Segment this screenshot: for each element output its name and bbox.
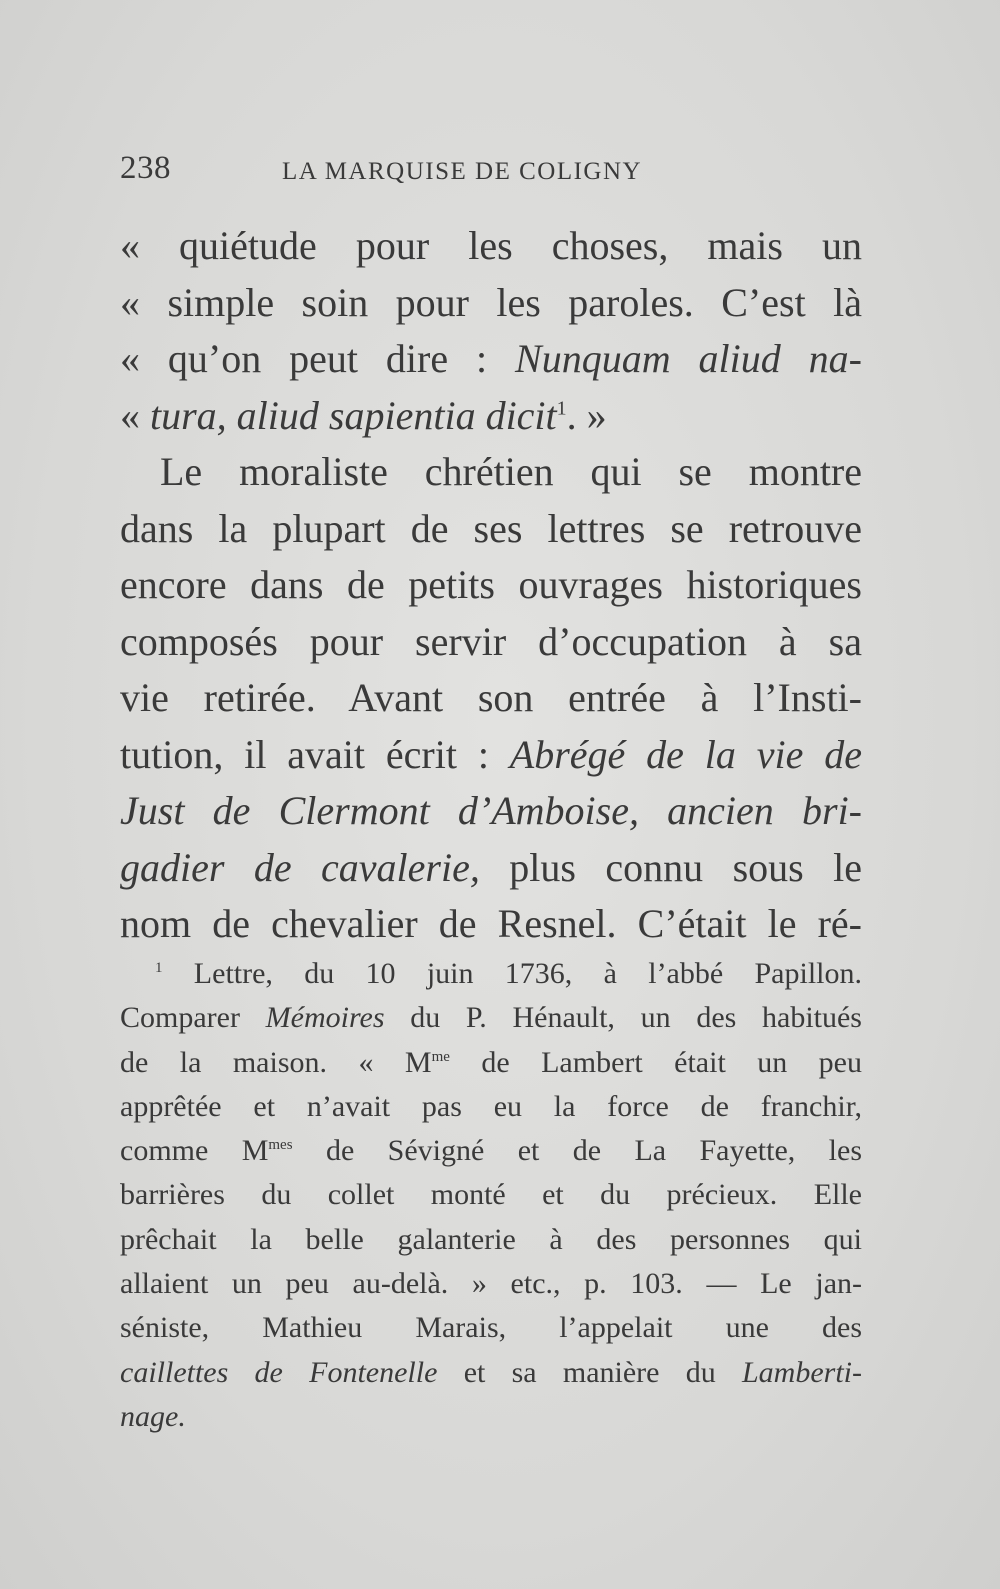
page-header bbox=[120, 150, 860, 190]
footnote-line: prêchait la belle galanterie à des personnes qui bbox=[120, 1222, 862, 1256]
text-line: dans la plupart de ses lettres se retrouve bbox=[120, 505, 862, 551]
footnote-line: nage. bbox=[120, 1399, 186, 1433]
footnote-line: barrières du collet monté et du précieux. Elle bbox=[120, 1178, 862, 1212]
text-line: « quiétude pour les choses, mais un bbox=[120, 223, 862, 268]
footnote-line: Comparer Mémoires du P. Hénault, un des habitués bbox=[120, 1001, 862, 1035]
text-line: vie retirée. Avant son entrée à l’Insti- bbox=[120, 675, 862, 720]
book-title: gadier de cavalerie, bbox=[120, 844, 480, 890]
body-text bbox=[120, 218, 862, 953]
footnote-line: séniste, Mathieu Marais, l’appelait une des bbox=[120, 1311, 862, 1345]
footnote-line: caillettes de Fontenelle et sa manière du Lamberti- bbox=[120, 1355, 862, 1389]
text-line: encore dans de petits ouvrages historiques bbox=[120, 562, 862, 607]
page-number: 238 bbox=[120, 150, 171, 186]
text-line: « qu’on peut dire : Nunquam aliud na- bbox=[120, 336, 862, 381]
text-line: tution, il avait écrit : Abrégé de la vie de bbox=[120, 731, 863, 777]
book-title: Mémoires bbox=[265, 1001, 385, 1035]
book-title: Just de Clermont d’Amboise, ancien bri- bbox=[120, 788, 862, 833]
text-line: nom de chevalier de Resnel. C’était le ré- bbox=[120, 901, 862, 946]
latin-quote: Nunquam aliud na- bbox=[515, 336, 862, 381]
text-line: Le moraliste chrétien qui se montre bbox=[160, 449, 862, 494]
footnotes bbox=[120, 952, 862, 1439]
text-line: « tura, aliud sapientia dicit$^1$. » bbox=[120, 392, 607, 438]
book-title: Abrégé de la vie de bbox=[509, 731, 863, 777]
footnote-line: apprêtée et n’avait pas eu la force de franchir, bbox=[120, 1089, 862, 1123]
footnote-marker: 1 bbox=[155, 960, 163, 976]
footnote-line: de la maison. « $M^{me}$ de Lambert était un peu bbox=[120, 1045, 862, 1079]
text-line: gadier de cavalerie, plus connu sous le bbox=[120, 844, 863, 890]
footnote-line: allaient un peu au-delà. » etc., p. 103. — Le jan- bbox=[120, 1267, 862, 1301]
footnote-line: $^1$ Lettre, du 10 juin 1736, à l’abbé Papillon. bbox=[155, 957, 862, 990]
text-line: « simple soin pour les paroles. C’est là bbox=[120, 279, 862, 325]
text-line: composés pour servir d’occupation à sa bbox=[120, 618, 862, 664]
latin-quote: tura, aliud sapientia dicit bbox=[150, 392, 557, 438]
text-line bbox=[120, 783, 862, 840]
running-title: LA MARQUISE DE COLIGNY bbox=[282, 158, 643, 185]
footnote-reference: 1 bbox=[556, 397, 567, 420]
footnote-line: comme $M^{mes}$ de Sévigné et de La Fayette, les bbox=[120, 1134, 862, 1168]
